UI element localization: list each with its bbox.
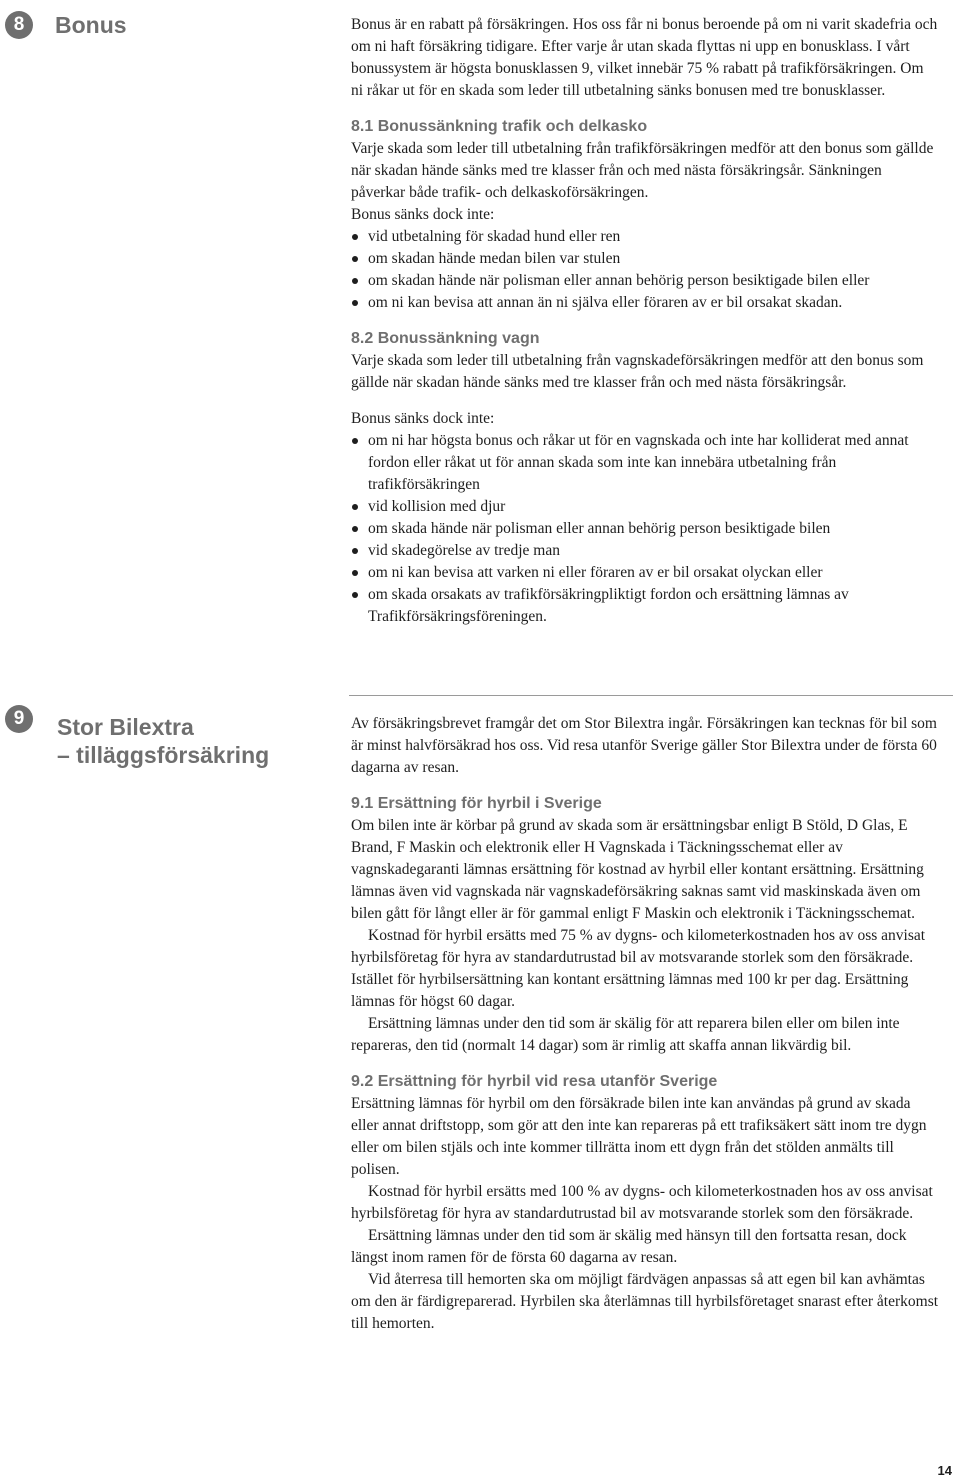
subsection-9-1-p1: Om bilen inte är körbar på grund av skada som är ersättningsbar enligt B Stöld, D Glas, E Brand, F Maskin och elektronik eller H Vagnskada i Täckningsschemat eller av vagnskadegaranti lämnas ersättning för kostnad av hyrbil eller kontant ersättning. Ersättning lämnas även vid vagnskada när vagnskadeförsäkring saknas samt vid maskinskada även om bilen gått för långt eller är för gammal enligt F Maskin och elektronik i Täckningsschemat. <box>351 817 924 922</box>
subsection-8-2-text: Varje skada som leder till utbetalning från vagnskadeförsäkringen medför att den bonus som gällde när skadan hände sänks med tre klasser från och med nästa försäkringsår. <box>351 352 924 391</box>
subsection-8-1-list <box>351 226 939 314</box>
subsection-9-2-p3: Ersättning lämnas under den tid som är skälig med hänsyn till den fortsatta resan, dock längst inom ramen för de första 60 dagarna av resan. <box>351 1227 907 1266</box>
subsection-9-1-p3: Ersättning lämnas under den tid som är skälig för att reparera bilen eller om bilen inte repareras, den tid (normalt 14 dagar) som är rimlig att skaffa annan likvärdig bil. <box>351 1015 900 1054</box>
subsection-8-1-heading: 8.1 Bonussänkning trafik och delkasko <box>351 118 648 135</box>
section-8-intro: Bonus är en rabatt på försäkringen. Hos oss får ni bonus beroende på om ni varit skadefria och om ni haft försäkring tidigare. Efter varje år utan skada flyttas ni upp en bonusklass. I vårt bonussystem är högsta bonusklassen 9, vilket innebär 75 % rabatt på trafikförsäkringen. Om ni råkar ut för en skada som leder till utbetalning sänks bonusen med tre bonusklasser. <box>351 16 938 99</box>
section-title-stor-bilextra <box>57 713 269 769</box>
section-number-badge-8: 8 <box>5 11 33 39</box>
list-item: om skadan hände när polisman eller annan behörig person besiktigade bilen eller <box>351 270 939 292</box>
subsection-8-1-lead: Bonus sänks dock inte: <box>351 206 495 223</box>
list-item: vid skadegörelse av tredje man <box>351 540 939 562</box>
list-item: om ni kan bevisa att annan än ni själva eller föraren av er bil orsakat skadan. <box>351 292 939 314</box>
section-9-body <box>351 713 939 1335</box>
list-item: om ni kan bevisa att varken ni eller föraren av er bil orsakat olyckan eller <box>351 562 939 584</box>
subsection-9-1-p2: Kostnad för hyrbil ersätts med 75 % av dygns- och kilometerkostnaden hos av oss anvisat hyrbilsföretag för hyra av standardutrustad bil av motsvarande storlek som den försäkrade. Istället för hyrbilsersättning kan kontant ersättning lämnas med 100 kr per dag. Ersättning lämnas för högst 60 dagar. <box>351 927 926 1010</box>
section-8-body <box>351 14 939 628</box>
list-item: om ni har högsta bonus och råkar ut för en vagnskada och inte har kolliderat med annat fordon eller råkat ut för annan skada som inte kan innebära utbetalning från trafikförsäkringen <box>351 430 939 496</box>
subsection-9-2-p1: Ersättning lämnas för hyrbil om den försäkrade bilen inte kan användas på grund av skada eller annat driftstopp, som gör att den inte kan repareras på ett trafiksäkert sätt inom tre dygn eller om bilen stjäls och inte kommer tillrätta inom ett dygn från det stölden anmälts till polisen. <box>351 1095 927 1178</box>
subsection-8-2-list <box>351 430 939 628</box>
list-item: vid kollision med djur <box>351 496 939 518</box>
section-title-bonus: Bonus <box>55 12 127 38</box>
page-number: 14 <box>937 1463 952 1478</box>
subsection-9-1-heading: 9.1 Ersättning för hyrbil i Sverige <box>351 795 602 812</box>
list-item: om skada orsakats av trafikförsäkringpliktigt fordon och ersättning lämnas av Trafikförsäkringsföreningen. <box>351 584 939 628</box>
subsection-9-2-heading: 9.2 Ersättning för hyrbil vid resa utanför Sverige <box>351 1073 718 1090</box>
section-title-line-2: – tilläggsförsäkring <box>57 742 270 768</box>
subsection-8-2-lead: Bonus sänks dock inte: <box>351 410 495 427</box>
list-item: vid utbetalning för skadad hund eller ren <box>351 226 939 248</box>
section-title-line-1: Stor Bilextra <box>57 714 194 740</box>
section-number-badge-9: 9 <box>5 705 33 733</box>
section-divider <box>349 695 953 696</box>
list-item: om skadan hände medan bilen var stulen <box>351 248 939 270</box>
section-9-intro: Av försäkringsbrevet framgår det om Stor Bilextra ingår. Försäkringen kan tecknas för bil som är minst halvförsäkrad hos oss. Vid resa utanför Sverige gäller Stor Bilextra under de första 60 dagarna av resan. <box>351 715 937 776</box>
subsection-8-1-text: Varje skada som leder till utbetalning från trafikförsäkringen medför att den bonus som gällde när skadan hände sänks med tre klasser från och med nästa försäkringsår. Sänkningen påverkar både trafik- och delkaskoförsäkringen. <box>351 140 934 201</box>
subsection-8-2-heading: 8.2 Bonussänkning vagn <box>351 330 540 347</box>
subsection-9-2-p4: Vid återresa till hemorten ska om möjligt färdvägen anpassas så att egen bil kan avhämtas om den är färdigreparerad. Hyrbilen ska återlämnas till hyrbilsföretaget snarast efter återkomst till hemorten. <box>351 1271 939 1332</box>
list-item: om skada hände när polisman eller annan behörig person besiktigade bilen <box>351 518 939 540</box>
subsection-9-2-p2: Kostnad för hyrbil ersätts med 100 % av dygns- och kilometerkostnaden hos av oss anvisat hyrbilsföretag för hyra av standardutrustad bil av motsvarande storlek som den försäkrade. <box>351 1183 933 1222</box>
